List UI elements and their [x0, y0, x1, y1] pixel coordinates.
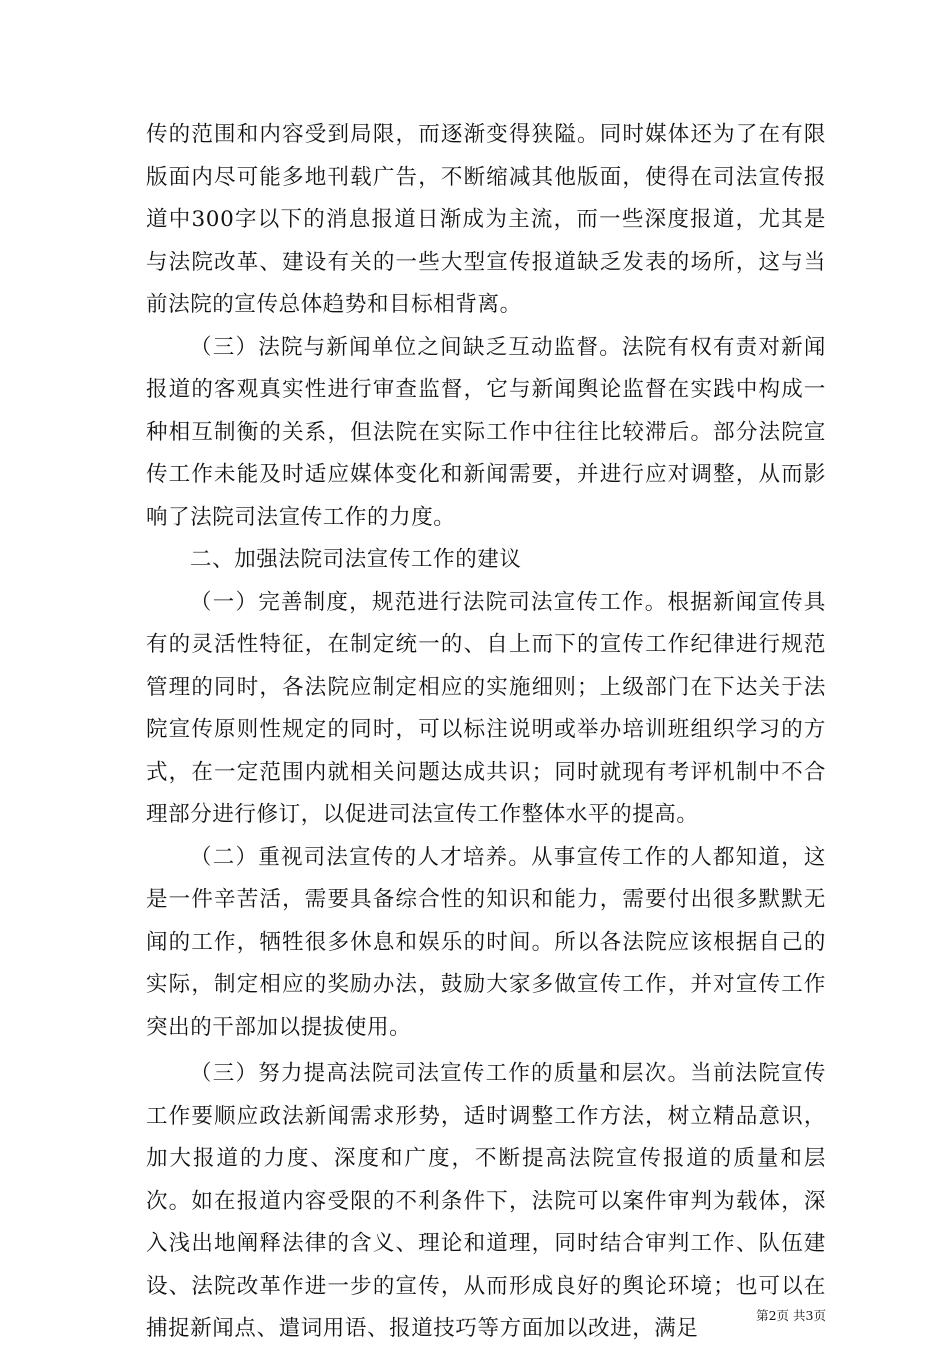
paragraph-suggestion-2: （二）重视司法宣传的人才培养。从事宣传工作的人都知道，这是一件辛苦活，需要具备综合性的知识和能力，需要付出很多默默无闻的工作，牺牲很多休息和娱乐的时间。所以各法院应该根据自己的实际，制定相应的奖励办法，鼓励大家多做宣传工作，并对宣传工作突出的干部加以提拔使用。 — [146, 844, 826, 1040]
paragraph-suggestion-3: （三）努力提高法院司法宣传工作的质量和层次。当前法院宣传工作要顺应政法新闻需求形势，适时调整工作方法，树立精品意识，加大报道的力度、深度和广度，不断提高法院宣传报道的质量和层次。如在报道内容受限的不利条件下，法院可以案件审判为载体，深入浅出地阐释法律的含义、理论和道理，同时结合审判工作、队伍建设、法院改革作进一步的宣传，从而形成良好的舆论环境；也可以在捕捉新闻点、遣词用语、报道技巧等方面加以改进，满足 — [146, 1061, 826, 1341]
page-number-footer: 第2页 共3页 — [756, 1308, 826, 1323]
paragraph-suggestion-1: （一）完善制度，规范进行法院司法宣传工作。根据新闻宣传具有的灵活性特征，在制定统一的、自上而下的宣传工作纪律进行规范管理的同时，各法院应制定相应的实施细则；上级部门在下达关于法院宣传原则性规定的同时，可以标注说明或举办培训班组织学习的方式，在一定范围内就相关问题达成共识；同时就现有考评机制中不合理部分进行修订，以促进司法宣传工作整体水平的提高。 — [146, 589, 826, 827]
document-body — [146, 114, 826, 1351]
paragraph-continued: 传的范围和内容受到局限，而逐渐变得狭隘。同时媒体还为了在有限版面内尽可能多地刊载广告，不断缩减其他版面，使得在司法宣传报道中300字以下的消息报道日渐成为主流，而一些深度报道，尤其是与法院改革、建设有关的一些大型宣传报道缺乏发表的场所，这与当前法院的宣传总体趋势和目标相背离。 — [146, 122, 826, 317]
section-heading-suggestions: 二、加强法院司法宣传工作的建议 — [190, 547, 522, 572]
paragraph-item-3-interaction: （三）法院与新闻单位之间缺乏互动监督。法院有权有责对新闻报道的客观真实性进行审查监督，它与新闻舆论监督在实践中构成一种相互制衡的关系，但法院在实际工作中往往比较滞后。部分法院宣传工作未能及时适应媒体变化和新闻需要，并进行应对调整，从而影响了法院司法宣传工作的力度。 — [146, 334, 826, 530]
